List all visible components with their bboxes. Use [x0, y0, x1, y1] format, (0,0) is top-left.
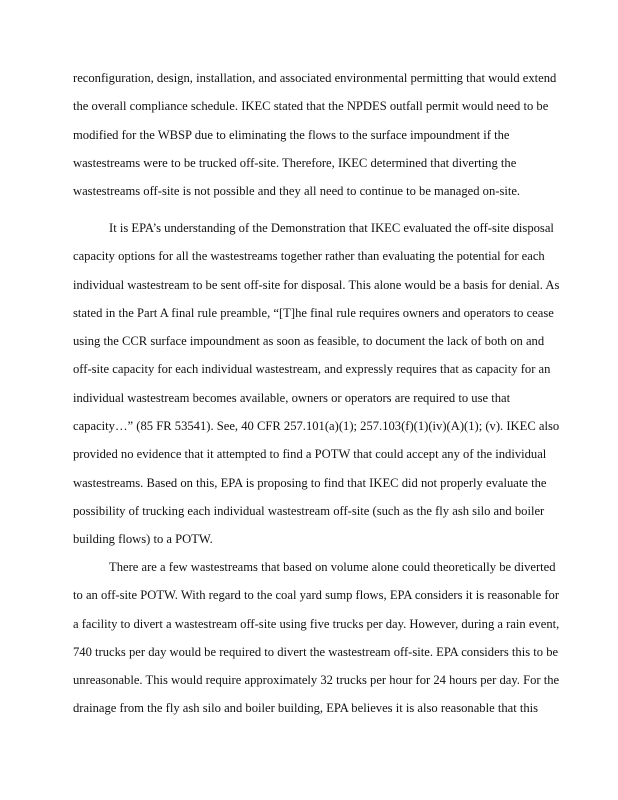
text-line: possibility of trucking each individual wastestream off-site (such as the fly ash silo and boiler — [73, 503, 545, 518]
text-line: using the CCR surface impoundment as soon as feasible, to document the lack of both on and — [73, 334, 545, 349]
text-line: wastestreams off-site is not possible and they all need to continue to be managed on-site. — [73, 184, 521, 199]
text-line: drainage from the fly ash silo and boiler building, EPA believes it is also reasonable that this — [73, 701, 539, 716]
text-line: building flows) to a POTW. — [73, 532, 213, 547]
text-line: unreasonable. This would require approximately 32 trucks per hour for 24 hours per day. For the — [73, 673, 560, 688]
text-line: provided no evidence that it attempted to find a POTW that could accept any of the individual — [73, 447, 547, 462]
text-line: stated in the Part A final rule preamble, “[T]he final rule requires owners and operators to cease — [73, 305, 554, 320]
paragraph-1 — [73, 64, 573, 205]
text-line: a facility to divert a wastestream off-site using five trucks per day. However, during a rain event, — [73, 616, 560, 631]
text-line: the overall compliance schedule. IKEC stated that the NPDES outfall permit would need to be — [73, 99, 549, 114]
text-line: reconfiguration, design, installation, and associated environmental permitting that would extend — [73, 71, 557, 85]
text-line: modified for the WBSP due to eliminating the flows to the surface impoundment if the — [73, 127, 510, 142]
text-line: There are a few wastestreams that based on volume alone could theoretically be diverted — [109, 560, 556, 574]
text-line: capacity options for all the wastestreams together rather than evaluating the potential for each — [73, 249, 545, 264]
text-line: wastestreams. Based on this, EPA is proposing to find that IKEC did not properly evaluate the — [73, 475, 547, 490]
text-line: off-site capacity for each individual wastestream, and expressly requires that as capacity for an — [73, 362, 551, 377]
text-line: capacity…” (85 FR 53541). See, 40 CFR 257.101(a)(1); 257.103(f)(1)(iv)(A)(1); (v). IKEC also — [73, 419, 560, 434]
text-line: individual wastestream to be sent off-site for disposal. This alone would be a basis for denial. As — [73, 277, 560, 292]
paragraph-2 — [73, 214, 573, 554]
text-line: wastestreams were to be trucked off-site. Therefore, IKEC determined that diverting the — [73, 155, 517, 170]
text-line: individual wastestream becomes available, owners or operators are required to use that — [73, 390, 511, 405]
text-line: It is EPA’s understanding of the Demonstration that IKEC evaluated the off-site disposal — [109, 221, 554, 235]
paragraph-3 — [73, 553, 573, 723]
text-line: 740 trucks per day would be required to divert the wastestream off-site. EPA considers this to be — [73, 644, 559, 659]
text-line: to an off-site POTW. With regard to the coal yard sump flows, EPA considers it is reasonable for — [73, 588, 560, 603]
